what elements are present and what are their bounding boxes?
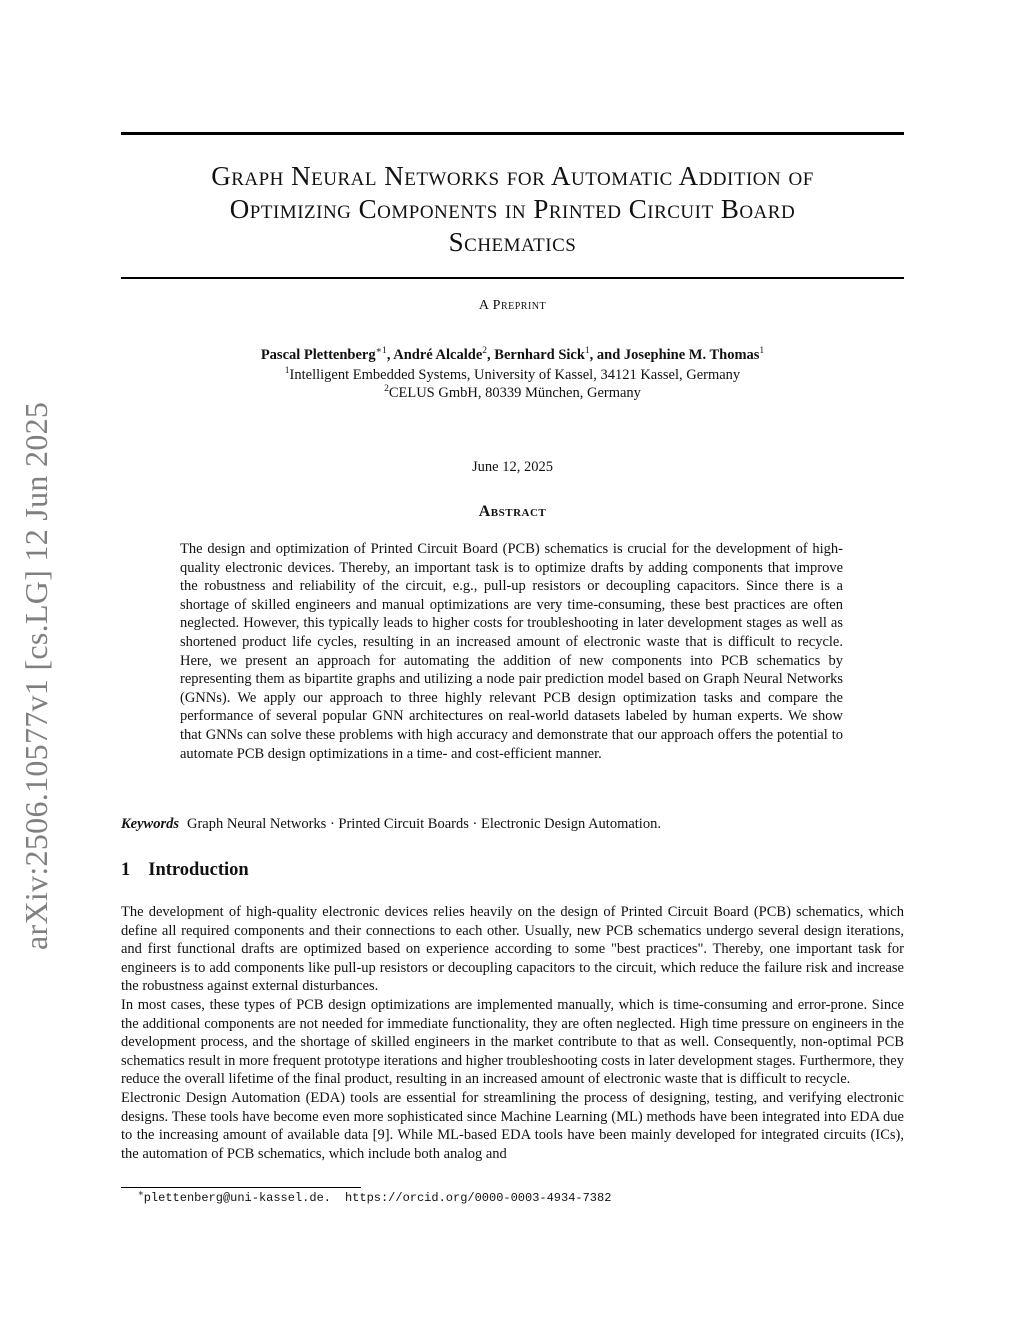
footnote-email[interactable]: plettenberg@uni-kassel.de. [143, 1191, 331, 1205]
author-name: , and Josephine M. Thomas [589, 347, 760, 363]
section-title: Introduction [148, 860, 249, 880]
intro-body [121, 903, 904, 1163]
affiliation-sup: 1 [284, 366, 290, 377]
affiliation-text: Intelligent Embedded Systems, University of Kassel, 34121 Kassel, Germany [289, 367, 741, 383]
author-sup: ∗1 [375, 346, 387, 357]
title-line-3: Schematics [448, 227, 577, 257]
paper-title [121, 160, 904, 259]
footnote-rule [121, 1187, 361, 1188]
title-line-2: Optimizing Components in Printed Circuit Board [229, 194, 796, 224]
title-line-1: Graph Neural Networks for Automatic Addition of [211, 161, 814, 191]
author-name: , Bernhard Sick [487, 347, 585, 363]
footnote-orcid-link[interactable]: https://orcid.org/0000-0003-4934-7382 [344, 1191, 612, 1205]
author-list [121, 346, 904, 365]
title-rule-top [121, 132, 904, 135]
section-heading [121, 860, 249, 881]
arxiv-stamp: arXiv:2506.10577v1 [cs.LG] 12 Jun 2025 [18, 401, 54, 950]
author-sup: 2 [482, 346, 488, 357]
preprint-label: A Preprint [478, 298, 547, 313]
abstract-heading: Abstract [478, 503, 547, 520]
keywords-label: Keywords [121, 816, 179, 832]
author-sup: 1 [584, 346, 590, 357]
paper-date: June 12, 2025 [472, 459, 553, 475]
section-number: 1 [121, 860, 131, 880]
title-rule-bottom [121, 277, 904, 279]
affiliation-text: CELUS GmbH, 80339 München, Germany [388, 385, 641, 401]
abstract-text: The design and optimization of Printed Circuit Board (PCB) schematics is crucial for the development of high-quality electronic devices. Thereby, an important task is to optimize drafts by adding components that improve the robustness and reliability of the circuit, e.g., pull-up resistors or decoupling capacitors. Since there is a shortage of skilled engineers and manual optimizations are very time-consuming, these best practices are often neglected. However, this typically leads to higher costs for troubleshooting in later development stages as well as shortened product life cycles, resulting in an increased amount of electronic waste that is difficult to recycle. Here, we present an approach for automating the addition of new components into PCB schematics by representing them as bipartite graphs and utilizing a node pair prediction model based on Graph Neural Networks (GNNs). We apply our approach to three highly relevant PCB design optimization tasks and compare the performance of several popular GNN architectures on real-world datasets labeled by human experts. We show that GNNs can solve these problems with high accuracy and demonstrate that our approach offers the potential to automate PCB design optimizations in a time- and cost-efficient manner. [180, 541, 843, 762]
author-sup: 1 [759, 346, 765, 357]
author-name: , André Alcalde [386, 347, 483, 363]
affiliation-1 [121, 366, 904, 385]
footnote [138, 1188, 612, 1205]
keywords-text: Graph Neural Networks · Printed Circuit Boards · Electronic Design Automation. [187, 816, 661, 832]
intro-paragraph: The development of high-quality electronic devices relies heavily on the design of Printed Circuit Board (PCB) schematics, which define all required components and their connections to each other. Usually, new PCB schematics undergo several design iterations, and first functional drafts are optimized based on experience according to some "best practices". Thereby, one important task for engineers is to add components like pull-up resistors or decoupling capacitors to the circuit, which reduce the failure risk and increase the robustness against external disturbances. [121, 904, 904, 995]
intro-paragraph: Electronic Design Automation (EDA) tools are essential for streamlining the process of designing, testing, and verifying electronic designs. These tools have become even more sophisticated since Machine Learning (ML) methods have been integrated into EDA due to the increasing amount of available data [9]. While ML-based EDA tools have been mainly developed for integrated circuits (ICs), the automation of PCB schematics, which include both analog and [121, 1089, 904, 1162]
affiliation-2 [121, 384, 904, 403]
intro-paragraph: In most cases, these types of PCB design optimizations are implemented manually, which is time-consuming and error-prone. Since the additional components are not needed for immediate functionality, they are often neglected. High time pressure on engineers in the development process, and the shortage of skilled engineers in the market contribute to that as well. Consequently, non-optimal PCB schematics result in more frequent prototype iterations and higher troubleshooting costs in later development stages. Furthermore, they reduce the overall lifetime of the final product, resulting in an increased amount of electronic waste that is difficult to recycle. [121, 996, 904, 1088]
keywords [121, 816, 904, 833]
affiliation-sup: 2 [384, 384, 389, 395]
author-name: Pascal Plettenberg [260, 347, 376, 363]
footnote-mark: ∗ [138, 1188, 144, 1199]
